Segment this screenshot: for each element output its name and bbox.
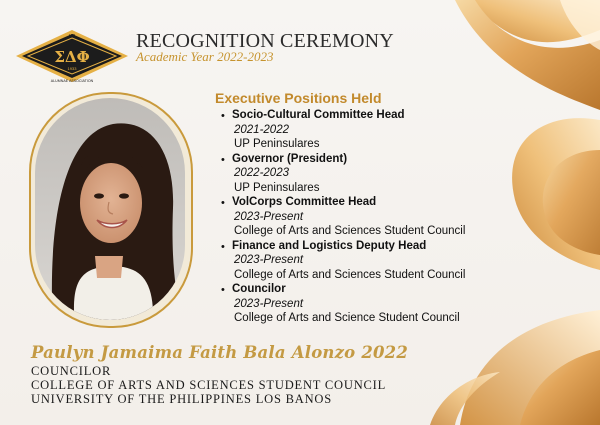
position-title: VolCorps Committee Head — [232, 196, 377, 208]
position-years: 2023-Present — [234, 254, 304, 266]
honoree-council: COLLEGE OF ARTS AND SCIENCES STUDENT COUNCIL — [31, 378, 387, 392]
position-title: Finance and Logistics Deputy Head — [232, 239, 427, 252]
position-years: 2023-Present — [234, 297, 304, 310]
honoree-name: Paulyn Jamaima Faith Bala Alonzo 2022 — [31, 343, 409, 362]
position-org: UP Peninsulares — [234, 181, 320, 194]
position-org: UP Peninsulares — [234, 138, 320, 150]
logo-year: 1933 — [67, 66, 77, 71]
page-title: RECOGNITION CEREMONY — [136, 30, 394, 52]
position-title: Councilor — [232, 283, 286, 295]
position-title: Socio-Cultural Committee Head — [232, 109, 405, 121]
position-item — [221, 282, 491, 326]
logo-greek-letters: ΣΔΦ — [54, 48, 90, 66]
positions-list — [221, 108, 491, 326]
position-item — [221, 152, 491, 196]
position-item — [221, 239, 491, 283]
position-org: College of Arts and Science Student Council — [234, 312, 460, 324]
honoree-position: COUNCILOR — [31, 364, 112, 378]
sorority-logo — [12, 26, 132, 86]
position-years: 2023-Present — [234, 210, 304, 223]
bullet-icon: • — [221, 284, 225, 296]
logo-ring-text: ALUMNAE ASSOCIATION — [50, 79, 94, 83]
position-years: 2022-2023 — [234, 167, 289, 179]
position-years: 2021-2022 — [234, 123, 289, 136]
honoree-university: UNIVERSITY OF THE PHILIPPINES LOS BANOS — [31, 392, 333, 406]
position-item — [221, 195, 491, 239]
position-org: College of Arts and Sciences Student Council — [234, 268, 466, 281]
academic-year-subtitle: Academic Year 2022-2023 — [136, 49, 274, 64]
logo-up-text: UP — [68, 33, 76, 38]
portrait-photo — [35, 98, 185, 320]
position-org: College of Arts and Sciences Student Council — [234, 225, 466, 237]
executive-positions-heading: Executive Positions Held — [215, 90, 382, 106]
position-item — [221, 108, 491, 152]
position-title: Governor (President) — [232, 152, 348, 165]
bullet-icon: • — [221, 240, 225, 253]
bullet-icon: • — [221, 153, 225, 166]
bullet-icon: • — [221, 110, 225, 122]
bullet-icon: • — [221, 197, 225, 209]
